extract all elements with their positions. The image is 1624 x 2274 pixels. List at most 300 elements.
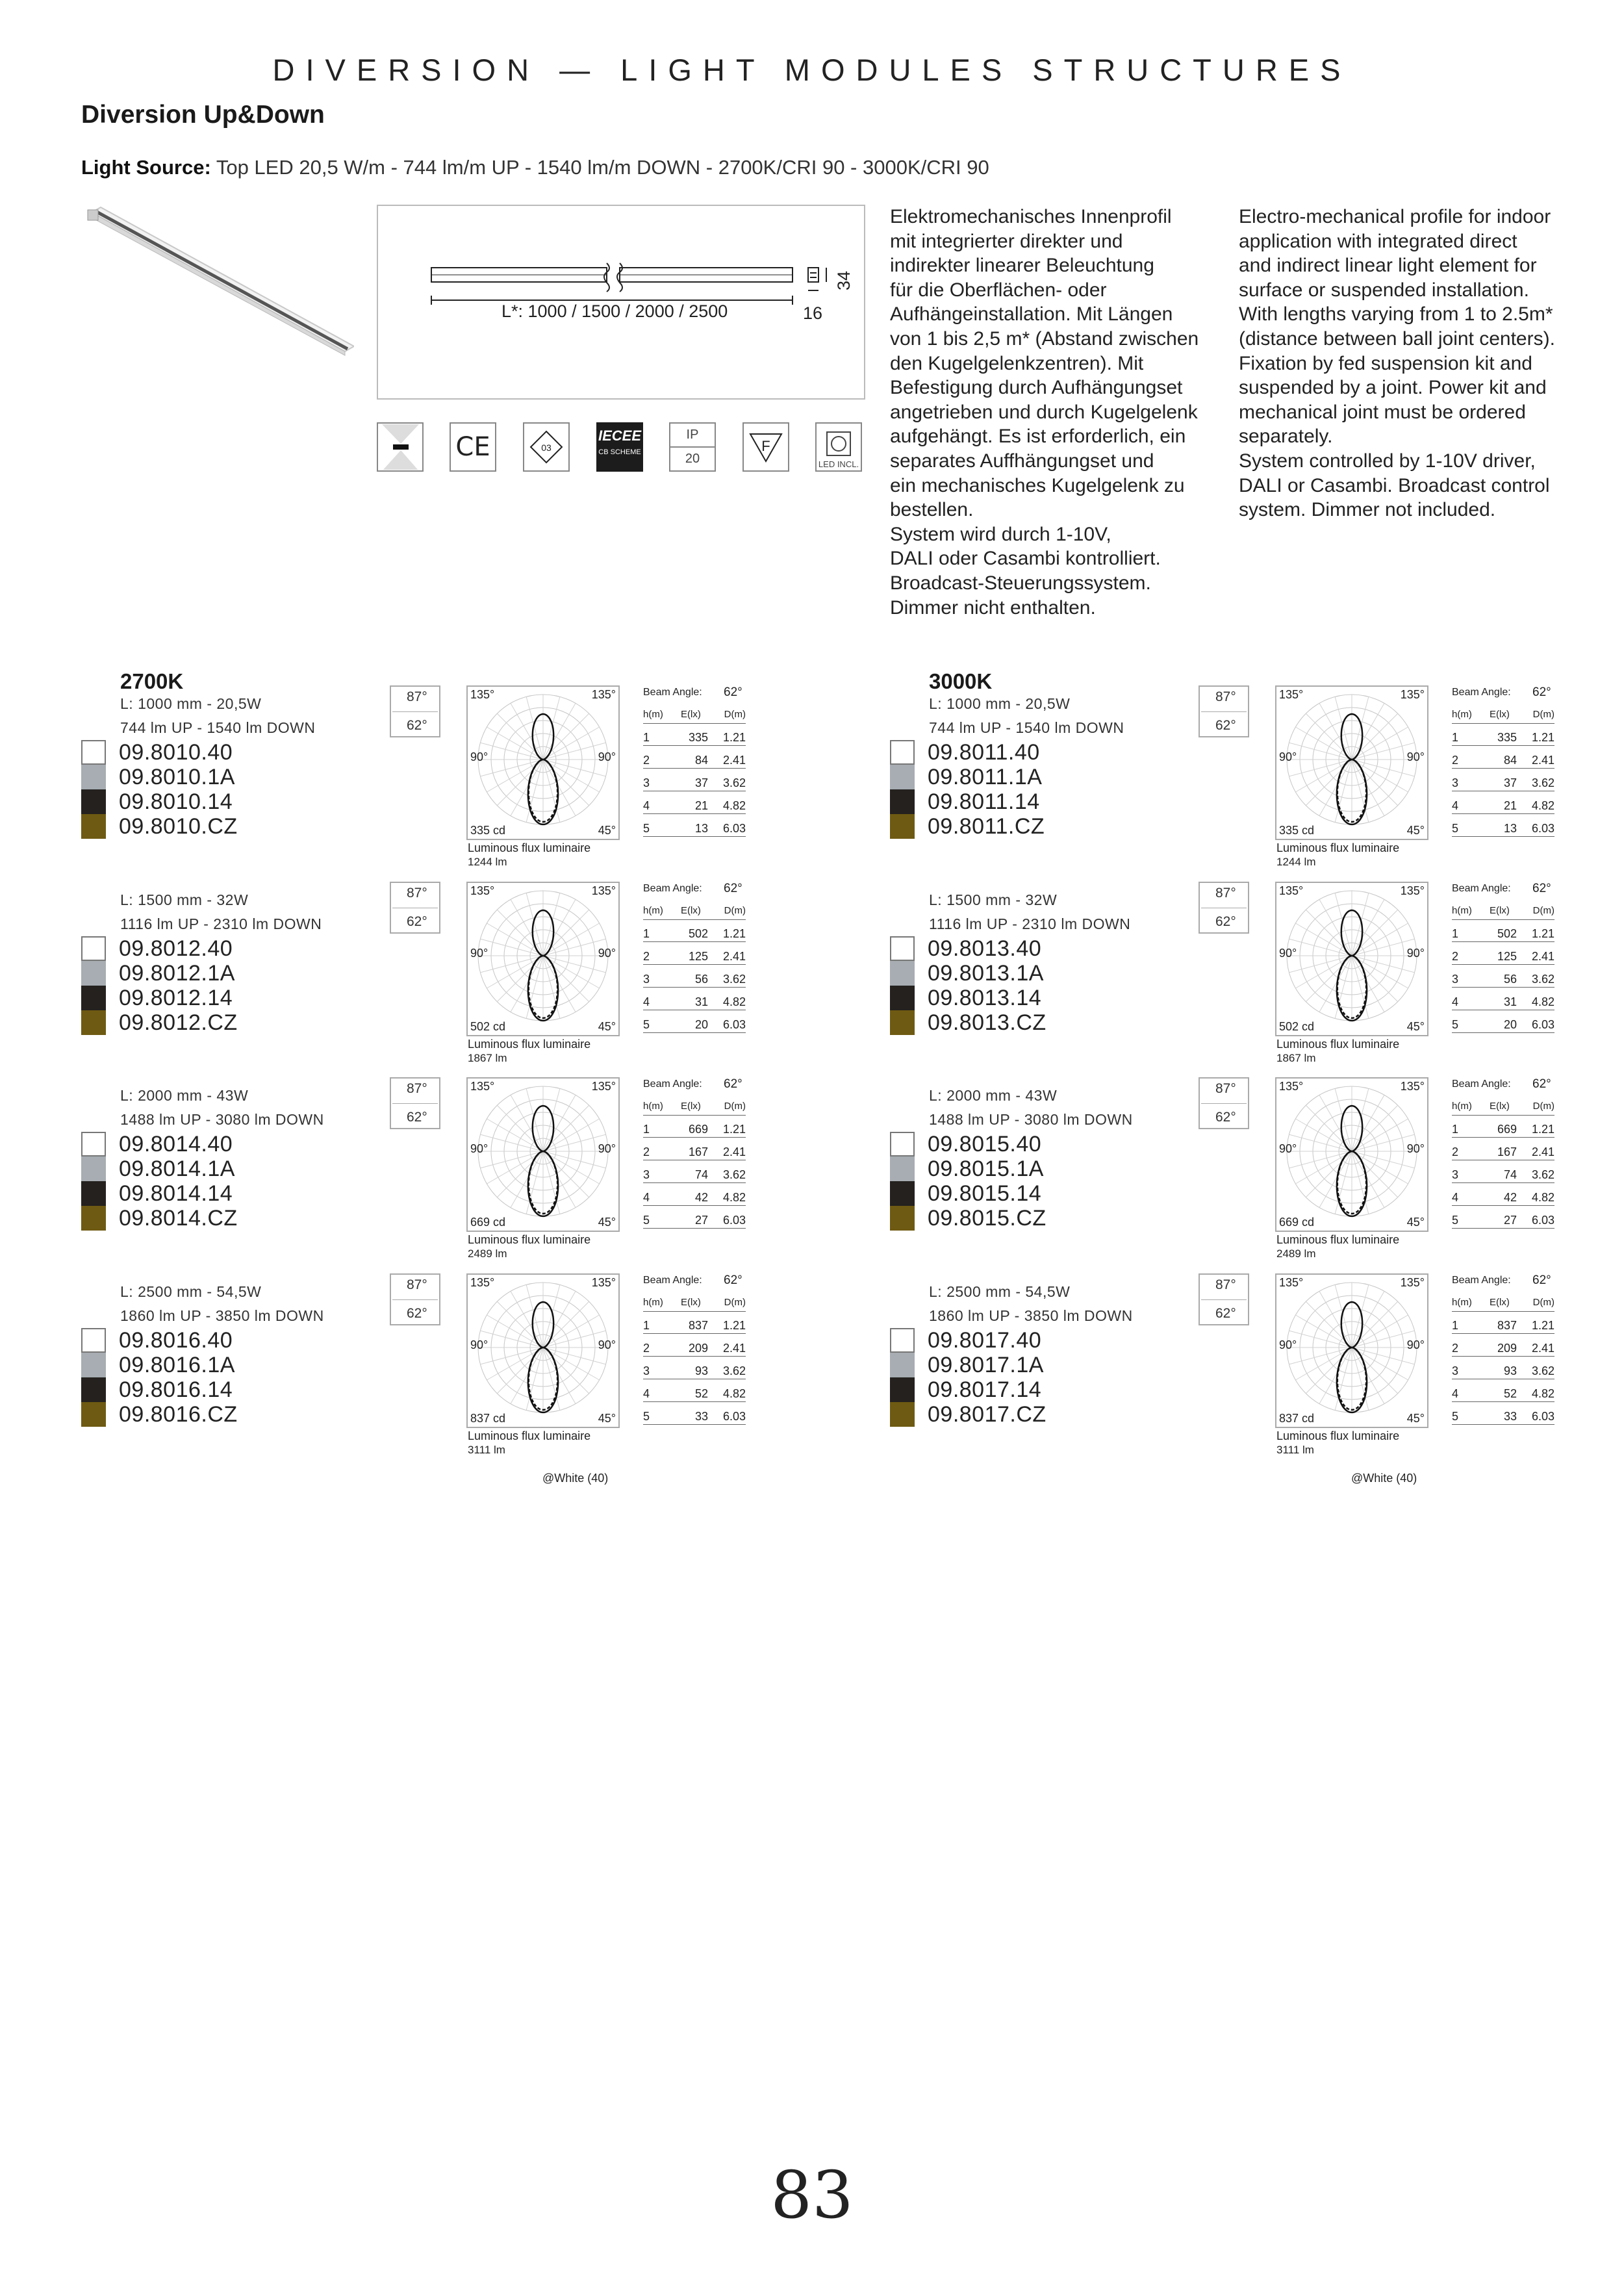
height-label: 34: [834, 270, 854, 290]
table-row: [1452, 799, 1554, 814]
height-value: 5: [643, 1410, 650, 1423]
table-row: [1452, 973, 1554, 988]
illuminance-table: [643, 882, 747, 1038]
illuminance-table: [643, 1273, 747, 1429]
height-value: 3: [1452, 1168, 1459, 1181]
lux-value: 42: [694, 1191, 708, 1204]
luminous-flux-label: Luminous flux luminaire: [1276, 841, 1400, 854]
beam-angle-box: [390, 1077, 440, 1129]
table-row: [1452, 754, 1554, 769]
beam-angle-value: 62°: [724, 685, 742, 699]
f-mark-text: F: [761, 438, 770, 454]
finish-swatch: [81, 986, 106, 1010]
variant-spec-flux: 1116 lm UP - 2310 lm DOWN: [120, 915, 322, 932]
diameter-value: 2.41: [1531, 950, 1554, 963]
variant-spec-power: L: 2500 mm - 54,5W: [929, 1283, 1071, 1300]
photometric-polar-box: [466, 1273, 620, 1428]
polar-curve-diagram: [468, 687, 618, 839]
ip-rating-icon: [669, 422, 716, 472]
polar-curve-diagram: [468, 1275, 618, 1427]
diameter-value: 6.03: [1531, 1018, 1554, 1031]
angle-45-label: 45°: [598, 1216, 616, 1229]
illuminance-table: [643, 685, 747, 841]
height-value: 1: [1452, 927, 1459, 940]
lux-value: 125: [1497, 950, 1517, 963]
white-finish-note: @White (40): [1351, 1472, 1417, 1485]
table-header-row: [1452, 1101, 1554, 1116]
diameter-value: 4.82: [1531, 995, 1554, 1008]
lux-value: 335: [1497, 731, 1517, 744]
beam-angle-value: 62°: [1532, 1273, 1551, 1287]
article-code: 09.8011.1A: [928, 765, 1043, 789]
finish-swatch: [81, 1377, 106, 1402]
article-code: 09.8012.CZ: [119, 1010, 238, 1035]
variant-spec-flux: 1860 lm UP - 3850 lm DOWN: [120, 1307, 324, 1324]
article-code: 09.8010.CZ: [119, 814, 238, 839]
height-value: 1: [643, 927, 650, 940]
finish-swatch: [890, 740, 915, 765]
luminous-flux-label: Luminous flux luminaire: [1276, 1429, 1400, 1442]
table-row: [1452, 1214, 1554, 1229]
diameter-value: 1.21: [1531, 1123, 1554, 1136]
angle-135-right-label: 135°: [591, 688, 616, 701]
finish-swatch: [890, 1181, 915, 1206]
variant-spec-flux: 1116 lm UP - 2310 lm DOWN: [929, 915, 1131, 932]
table-row: [1452, 1123, 1554, 1138]
beam-box-divider: [392, 711, 438, 712]
article-code: 09.8011.CZ: [928, 814, 1045, 839]
height-value: 2: [643, 1342, 650, 1355]
diameter-value: 3.62: [722, 973, 746, 986]
col-d-header: D(m): [1532, 709, 1554, 720]
angle-90-left-label: 90°: [1279, 750, 1297, 763]
lux-value: 56: [694, 973, 708, 986]
angle-62-label: 62°: [1215, 914, 1236, 929]
finish-swatch: [81, 1132, 106, 1156]
table-row: [643, 1410, 746, 1425]
beam-angle-label: Beam Angle:: [643, 1275, 702, 1286]
variant-spec-power: L: 1000 mm - 20,5W: [929, 695, 1071, 712]
finish-swatch: [890, 1328, 915, 1353]
luminous-flux-label: Luminous flux luminaire: [468, 1038, 591, 1051]
lux-value: 209: [688, 1342, 708, 1355]
height-value: 3: [1452, 973, 1459, 986]
lux-value: 335: [688, 731, 708, 744]
angle-90-right-label: 90°: [1406, 1338, 1425, 1351]
table-row: [643, 1145, 746, 1160]
col-d-header: D(m): [724, 905, 746, 916]
diameter-value: 3.62: [1531, 973, 1554, 986]
lux-value: 31: [694, 995, 708, 1008]
diameter-value: 3.62: [1531, 776, 1554, 789]
photometric-polar-box: [466, 685, 620, 840]
table-header-row: [1452, 709, 1554, 724]
lux-value: 42: [1503, 1191, 1517, 1204]
polar-curve-diagram: [1276, 1275, 1427, 1427]
table-row: [643, 822, 746, 837]
article-code: 09.8011.14: [928, 789, 1040, 814]
peak-intensity-label: 669 cd: [470, 1216, 506, 1229]
beam-angle-box: [1199, 685, 1249, 737]
finish-swatch: [890, 1132, 915, 1156]
lux-value: 52: [1503, 1387, 1517, 1400]
table-header-row: [1452, 1297, 1554, 1312]
article-code: 09.8016.CZ: [119, 1402, 238, 1427]
col-e-header: E(lx): [1490, 709, 1510, 720]
photometric-polar-box: [466, 1077, 620, 1232]
diameter-value: 6.03: [1531, 822, 1554, 835]
finish-swatch: [890, 789, 915, 814]
angle-90-left-label: 90°: [470, 1142, 488, 1155]
col-d-header: D(m): [724, 1101, 746, 1112]
angle-62-label: 62°: [1215, 1306, 1236, 1321]
table-row: [643, 1364, 746, 1379]
lux-value: 27: [1503, 1214, 1517, 1227]
height-value: 4: [1452, 995, 1459, 1008]
col-e-header: E(lx): [1490, 1297, 1510, 1308]
article-code: 09.8014.CZ: [119, 1206, 238, 1231]
finish-swatch: [890, 1377, 915, 1402]
table-row: [1452, 1168, 1554, 1183]
peak-intensity-label: 837 cd: [470, 1412, 506, 1425]
finish-swatch: [81, 1353, 106, 1377]
beam-angle-box: [1199, 1273, 1249, 1325]
lux-value: 84: [694, 754, 708, 767]
article-code: 09.8016.40: [119, 1328, 233, 1353]
polar-curve-diagram: [468, 883, 618, 1035]
beam-angle-value: 62°: [724, 1077, 742, 1091]
angle-45-label: 45°: [1406, 1216, 1425, 1229]
height-value: 2: [1452, 1145, 1459, 1158]
angle-90-right-label: 90°: [598, 1142, 616, 1155]
lux-value: 52: [694, 1387, 708, 1400]
col-d-header: D(m): [1532, 905, 1554, 916]
beam-box-divider: [392, 1103, 438, 1104]
finish-swatch: [81, 1328, 106, 1353]
diameter-value: 6.03: [1531, 1410, 1554, 1423]
lux-value: 37: [1503, 776, 1517, 789]
article-code: 09.8015.14: [928, 1181, 1042, 1206]
cb-scheme-text: CB SCHEME: [598, 448, 641, 456]
luminous-flux-value: 1244 lm: [1276, 856, 1316, 868]
height-value: 5: [1452, 1410, 1459, 1423]
angle-90-left-label: 90°: [1279, 1142, 1297, 1155]
iecee-text: IECEE: [598, 428, 642, 444]
table-row: [643, 1168, 746, 1183]
diameter-value: 4.82: [722, 995, 746, 1008]
peak-intensity-label: 669 cd: [1279, 1216, 1315, 1229]
luminous-flux-label: Luminous flux luminaire: [468, 1429, 591, 1442]
diameter-value: 1.21: [1531, 731, 1554, 744]
height-value: 1: [643, 1319, 650, 1332]
product-photo: [81, 205, 354, 361]
height-value: 3: [1452, 1364, 1459, 1377]
diameter-value: 4.82: [1531, 1191, 1554, 1204]
finish-swatch: [890, 1206, 915, 1231]
diameter-value: 3.62: [1531, 1364, 1554, 1377]
lux-value: 33: [694, 1410, 708, 1423]
angle-135-right-label: 135°: [591, 1276, 616, 1289]
article-code: 09.8013.1A: [928, 961, 1044, 986]
lux-value: 209: [1497, 1342, 1517, 1355]
finish-swatch: [81, 1156, 106, 1181]
diameter-value: 4.82: [722, 799, 746, 812]
illuminance-table: [643, 1077, 747, 1233]
ip-label: IP: [670, 424, 715, 448]
luminous-flux-label: Luminous flux luminaire: [468, 841, 591, 854]
article-code: 09.8012.14: [119, 986, 233, 1010]
page-number: 83: [770, 2157, 854, 2233]
diameter-value: 6.03: [722, 822, 746, 835]
height-value: 5: [643, 1018, 650, 1031]
angle-90-left-label: 90°: [470, 750, 488, 763]
article-code: 09.8015.1A: [928, 1156, 1044, 1181]
table-row: [643, 1387, 746, 1402]
lux-value: 13: [694, 822, 708, 835]
article-code: 09.8015.40: [928, 1132, 1042, 1156]
angle-45-label: 45°: [1406, 1412, 1425, 1425]
angle-135-right-label: 135°: [1400, 688, 1425, 701]
height-value: 3: [643, 973, 650, 986]
col-e-header: E(lx): [681, 905, 701, 916]
led-included-icon: [815, 422, 862, 472]
finish-swatch: [890, 986, 915, 1010]
photometric-polar-box: [1275, 685, 1428, 840]
finish-swatch: [81, 765, 106, 789]
angle-135-right-label: 135°: [1400, 1276, 1425, 1289]
angle-90-right-label: 90°: [1406, 947, 1425, 960]
table-row: [643, 1342, 746, 1357]
angle-45-label: 45°: [598, 1412, 616, 1425]
variant-spec-power: L: 2500 mm - 54,5W: [120, 1283, 262, 1300]
led-incl-text: LED INCL.: [818, 459, 859, 469]
luminous-flux-value: 1867 lm: [1276, 1052, 1316, 1064]
col-h-header: h(m): [1452, 1297, 1472, 1308]
table-row: [643, 927, 746, 942]
col-h-header: h(m): [643, 905, 663, 916]
beam-angle-box: [1199, 1077, 1249, 1129]
table-row: [1452, 822, 1554, 837]
col-e-header: E(lx): [681, 1297, 701, 1308]
illuminance-table: [1452, 685, 1556, 841]
angle-135-right-label: 135°: [1400, 884, 1425, 897]
diameter-value: 3.62: [722, 1364, 746, 1377]
article-code: 09.8014.40: [119, 1132, 233, 1156]
beam-angle-label: Beam Angle:: [643, 687, 702, 698]
article-code: 09.8010.14: [119, 789, 233, 814]
table-row: [1452, 927, 1554, 942]
lux-value: 167: [1497, 1145, 1517, 1158]
lux-value: 13: [1503, 822, 1517, 835]
col-h-header: h(m): [1452, 905, 1472, 916]
angle-90-left-label: 90°: [1279, 1338, 1297, 1351]
angle-135-left-label: 135°: [470, 884, 495, 897]
table-row: [643, 1123, 746, 1138]
angle-62-label: 62°: [1215, 1110, 1236, 1125]
beam-box-divider: [1201, 1299, 1247, 1300]
luminous-flux-value: 2489 lm: [1276, 1247, 1316, 1260]
lux-value: 74: [1503, 1168, 1517, 1181]
table-header-row: [1452, 905, 1554, 920]
variant-spec-power: L: 2000 mm - 43W: [929, 1087, 1058, 1104]
table-row: [1452, 1387, 1554, 1402]
article-code: 09.8015.CZ: [928, 1206, 1047, 1231]
luminous-flux-value: 1244 lm: [468, 856, 507, 868]
beam-angle-label: Beam Angle:: [1452, 883, 1511, 894]
peak-intensity-label: 335 cd: [1279, 824, 1315, 837]
col-d-header: D(m): [1532, 1297, 1554, 1308]
lux-value: 33: [1503, 1410, 1517, 1423]
col-e-header: E(lx): [1490, 1101, 1510, 1112]
width-label: 16: [803, 303, 823, 323]
angle-87-label: 87°: [1215, 1277, 1236, 1292]
lux-value: 21: [1503, 799, 1517, 812]
cct-heading: 3000K: [929, 669, 993, 693]
lux-value: 31: [1503, 995, 1517, 1008]
polar-curve-diagram: [468, 1079, 618, 1231]
article-code: 09.8014.1A: [119, 1156, 235, 1181]
height-value: 2: [643, 1145, 650, 1158]
table-row: [643, 799, 746, 814]
angle-87-label: 87°: [1215, 689, 1236, 704]
height-value: 4: [1452, 799, 1459, 812]
product-subtitle: Diversion Up&Down: [81, 101, 325, 129]
beam-angle-box: [390, 685, 440, 737]
angle-135-left-label: 135°: [470, 1080, 495, 1093]
height-value: 4: [1452, 1191, 1459, 1204]
illuminance-table: [1452, 1273, 1556, 1429]
height-value: 3: [1452, 776, 1459, 789]
finish-swatch: [81, 789, 106, 814]
variant-spec-power: L: 1500 mm - 32W: [929, 891, 1058, 908]
article-code: 09.8010.1A: [119, 765, 235, 789]
col-e-header: E(lx): [681, 1101, 701, 1112]
height-value: 3: [643, 1168, 650, 1181]
table-row: [643, 973, 746, 988]
beam-box-divider: [392, 1299, 438, 1300]
diameter-value: 1.21: [722, 731, 746, 744]
polar-curve-diagram: [1276, 1079, 1427, 1231]
angle-62-label: 62°: [407, 1306, 427, 1321]
lux-value: 37: [694, 776, 708, 789]
finish-swatch: [890, 1353, 915, 1377]
lux-value: 167: [688, 1145, 708, 1158]
finish-swatch: [81, 1206, 106, 1231]
height-value: 2: [643, 754, 650, 767]
article-code: 09.8014.14: [119, 1181, 233, 1206]
col-h-header: h(m): [1452, 1101, 1472, 1112]
finish-swatch: [81, 740, 106, 765]
lux-value: 837: [688, 1319, 708, 1332]
table-row: [643, 776, 746, 791]
photometric-polar-box: [1275, 1273, 1428, 1428]
article-code: 09.8017.14: [928, 1377, 1042, 1402]
article-code: 09.8010.40: [119, 740, 233, 765]
luminous-flux-label: Luminous flux luminaire: [468, 1233, 591, 1246]
angle-135-right-label: 135°: [591, 1080, 616, 1093]
table-row: [1452, 1364, 1554, 1379]
article-code: 09.8013.40: [928, 936, 1042, 961]
svg-text:03: 03: [541, 442, 552, 453]
angle-90-right-label: 90°: [598, 750, 616, 763]
diameter-value: 2.41: [722, 950, 746, 963]
angle-62-label: 62°: [407, 914, 427, 929]
diameter-value: 1.21: [722, 1123, 746, 1136]
luminous-flux-value: 3111 lm: [1276, 1444, 1314, 1456]
article-code: 09.8017.CZ: [928, 1402, 1047, 1427]
beam-angle-box: [390, 1273, 440, 1325]
page-title: DIVERSION — LIGHT MODULES STRUCTURES: [272, 53, 1352, 87]
angle-90-left-label: 90°: [470, 947, 488, 960]
lux-value: 837: [1497, 1319, 1517, 1332]
angle-45-label: 45°: [1406, 824, 1425, 837]
diameter-value: 4.82: [722, 1387, 746, 1400]
diameter-value: 6.03: [722, 1410, 746, 1423]
light-source-text: Top LED 20,5 W/m - 744 lm/m UP - 1540 lm/m DOWN - 2700K/CRI 90 - 3000K/CRI 90: [210, 156, 989, 179]
table-row: [1452, 950, 1554, 965]
f-mark-icon: [742, 422, 789, 472]
diameter-value: 3.62: [722, 776, 746, 789]
diameter-value: 6.03: [722, 1214, 746, 1227]
diameter-value: 1.21: [1531, 1319, 1554, 1332]
diameter-value: 2.41: [722, 1145, 746, 1158]
diameter-value: 2.41: [1531, 1145, 1554, 1158]
lux-value: 93: [694, 1364, 708, 1377]
table-row: [643, 995, 746, 1010]
angle-87-label: 87°: [407, 1081, 427, 1096]
article-code: 09.8013.14: [928, 986, 1042, 1010]
angle-45-label: 45°: [598, 824, 616, 837]
ip-value: 20: [685, 452, 700, 466]
col-h-header: h(m): [643, 1297, 663, 1308]
angle-87-label: 87°: [1215, 886, 1236, 901]
table-row: [1452, 776, 1554, 791]
enec-mark-icon: [523, 422, 570, 472]
diameter-value: 1.21: [722, 927, 746, 940]
height-value: 4: [643, 995, 650, 1008]
height-value: 5: [1452, 822, 1459, 835]
polar-curve-diagram: [1276, 687, 1427, 839]
description-german: Elektromechanisches Innenprofil mit integrierter direkter und indirekter linearer Beleuchtung für die Oberflächen- oder Aufhängeinstallation. Mit Längen von 1 bis 2,5 m* (Abstand zwischen den Kugelgelenkzentren). Mit Befestigung durch Aufhängungset angetrieben und durch Kugelgelenk aufgehängt. Es ist erforderlich, ein separates Auffhängungset und ein mechanisches Kugelgelenk zu bestellen. System wird durch 1-10V, DALI oder Casambi kontrolliert. Broadcast-Steuerungssystem. Dimmer nicht enthalten.: [890, 206, 1199, 619]
beam-angle-value: 62°: [1532, 882, 1551, 895]
angle-135-left-label: 135°: [470, 1276, 495, 1289]
lux-value: 84: [1503, 754, 1517, 767]
peak-intensity-label: 335 cd: [470, 824, 506, 837]
beam-angle-value: 62°: [724, 882, 742, 895]
illuminance-table: [1452, 1077, 1556, 1233]
col-h-header: h(m): [1452, 709, 1472, 720]
height-value: 1: [643, 731, 650, 744]
lux-value: 93: [1503, 1364, 1517, 1377]
table-header-row: [643, 709, 746, 724]
beam-angle-value: 62°: [724, 1273, 742, 1287]
luminous-flux-label: Luminous flux luminaire: [1276, 1038, 1400, 1051]
finish-swatch: [890, 1010, 915, 1035]
ce-mark-icon: CE: [450, 422, 496, 472]
photometric-polar-box: [1275, 1077, 1428, 1232]
table-row: [1452, 1342, 1554, 1357]
article-code: 09.8017.40: [928, 1328, 1042, 1353]
angle-90-right-label: 90°: [1406, 1142, 1425, 1155]
table-header-row: [643, 1297, 746, 1312]
angle-62-label: 62°: [1215, 718, 1236, 733]
angle-45-label: 45°: [1406, 1020, 1425, 1033]
peak-intensity-label: 837 cd: [1279, 1412, 1315, 1425]
beam-angle-label: Beam Angle:: [643, 883, 702, 894]
beam-angle-label: Beam Angle:: [1452, 687, 1511, 698]
angle-90-left-label: 90°: [1279, 947, 1297, 960]
variant-spec-flux: 1860 lm UP - 3850 lm DOWN: [929, 1307, 1133, 1324]
